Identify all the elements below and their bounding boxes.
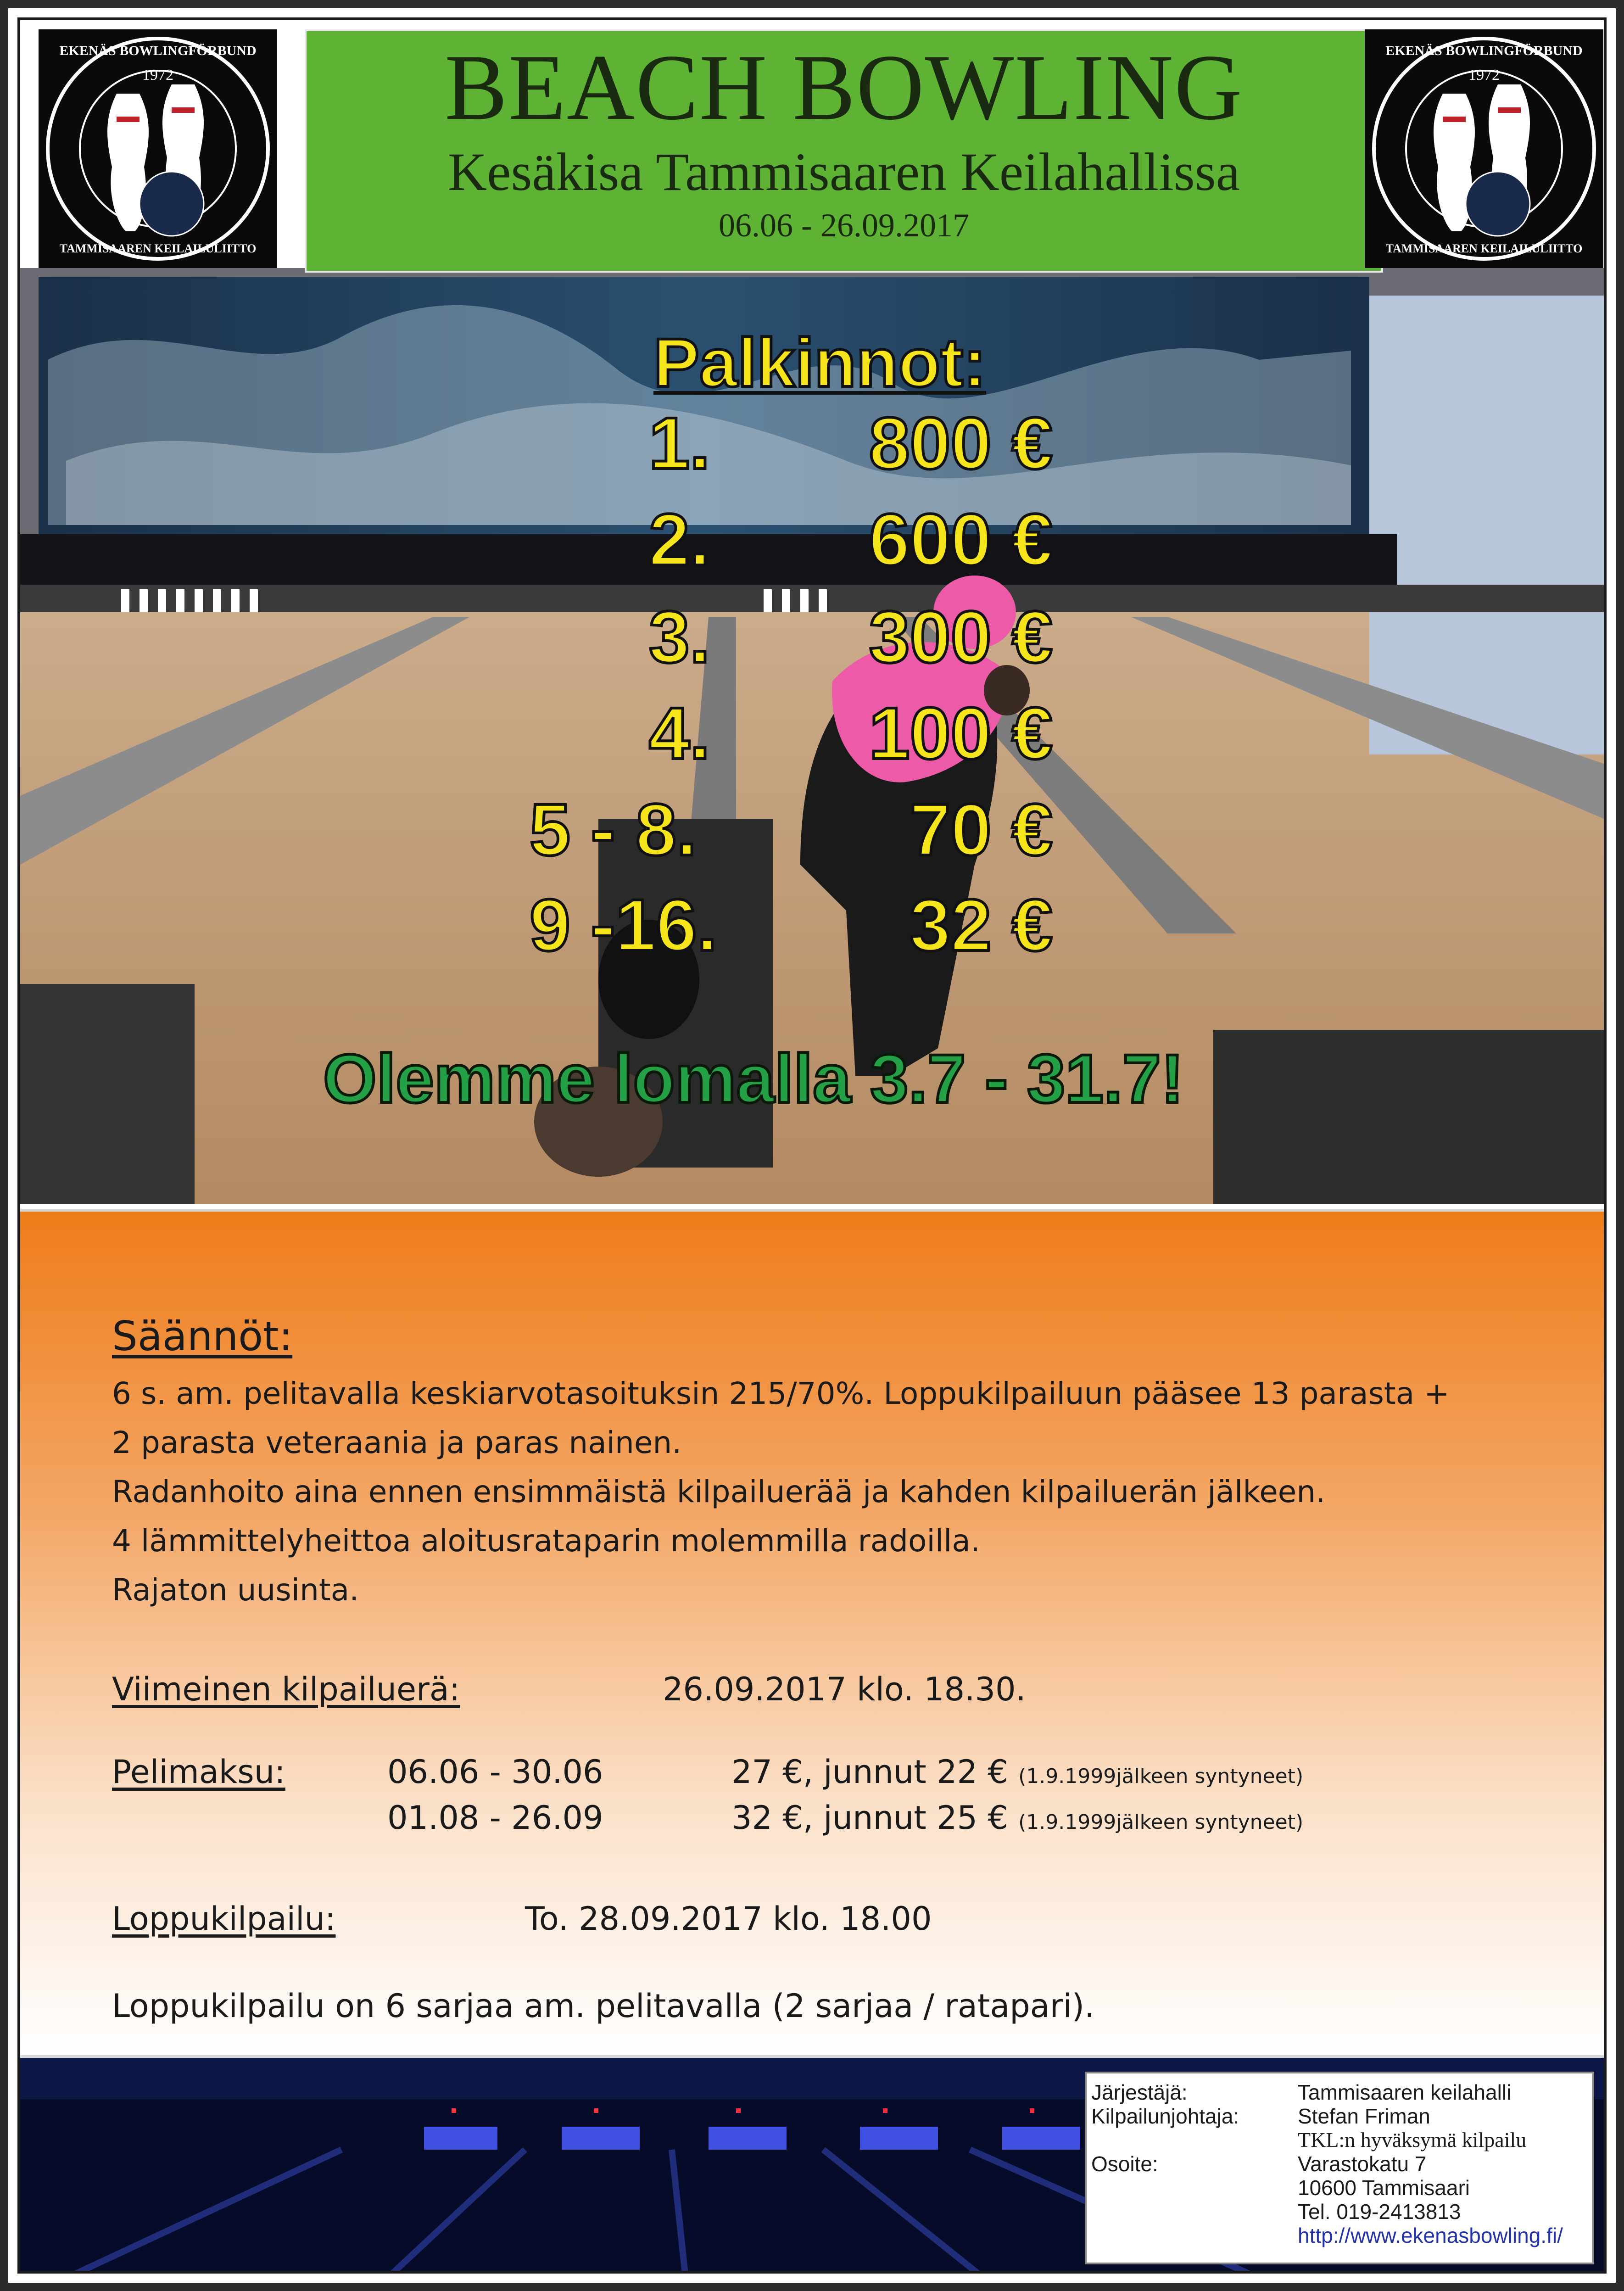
fee-price xyxy=(731,1799,1303,1837)
last-round-row xyxy=(112,1671,1026,1708)
prize-place: 1. xyxy=(649,402,710,484)
fee-period: 06.06 - 30.06 xyxy=(387,1753,603,1791)
final-row xyxy=(112,1900,932,1938)
organizer-label: Järjestäjä: xyxy=(1091,2080,1188,2104)
prize-amount: 32 € xyxy=(910,884,1053,966)
logo-top-text: EKENÄS BOWLINGFÖRBUND xyxy=(1385,43,1583,58)
prize-amount: 70 € xyxy=(910,788,1053,871)
header-banner xyxy=(305,29,1383,273)
rule-line: 2 parasta veteraania ja paras nainen. xyxy=(112,1425,682,1460)
contact-box xyxy=(1085,2072,1594,2264)
director-label: Kilpailunjohtaja: xyxy=(1091,2104,1239,2128)
address-label: Osoite: xyxy=(1091,2152,1158,2176)
club-logo-right xyxy=(1365,29,1603,268)
fee-price-text: 32 €, junnut 25 € xyxy=(731,1799,1008,1837)
website-link[interactable]: http://www.ekenasbowling.fi/ xyxy=(1298,2224,1563,2247)
logo-bottom-text: TAMMISAAREN KEILAILULIITTO xyxy=(59,242,257,255)
fee-note: (1.9.1999jälkeen syntyneet) xyxy=(1018,1765,1304,1788)
bowling-photo xyxy=(20,268,1604,1204)
fee-row xyxy=(112,1753,1304,1791)
club-logo-left xyxy=(39,29,277,268)
rules-text-block xyxy=(112,1313,1535,1615)
page-title: BEACH BOWLING xyxy=(445,35,1243,140)
holiday-notice: Olemme lomalla 3.7 - 31.7! xyxy=(323,1040,1184,1117)
prize-row xyxy=(502,595,1053,691)
fee-note: (1.9.1999jälkeen syntyneet) xyxy=(1018,1810,1304,1834)
city-value: 10600 Tammisaari xyxy=(1298,2176,1470,2200)
bowling-pins-logo-icon xyxy=(1365,29,1603,268)
fee-price-text: 27 €, junnut 22 € xyxy=(731,1753,1008,1791)
fee-price xyxy=(731,1753,1303,1791)
prize-row xyxy=(502,401,1053,497)
bowling-pins-logo-icon xyxy=(39,29,277,268)
approval-text: TKL:n hyväksymä kilpailu xyxy=(1298,2128,1527,2151)
street-value: Varastokatu 7 xyxy=(1298,2152,1427,2176)
prize-amount: 300 € xyxy=(869,596,1053,678)
final-value: To. 28.09.2017 klo. 18.00 xyxy=(525,1900,932,1938)
logo-top-text: EKENÄS BOWLINGFÖRBUND xyxy=(59,43,257,58)
director-value: Stefan Friman xyxy=(1298,2104,1430,2128)
organizer-value: Tammisaaren keilahalli xyxy=(1298,2080,1512,2104)
prize-row xyxy=(502,497,1053,594)
rules-section xyxy=(20,1209,1604,2058)
prize-row xyxy=(502,883,1053,979)
page-subtitle: Kesäkisa Tammisaaren Keilahallissa xyxy=(447,142,1240,202)
rule-line: Rajaton uusinta. xyxy=(112,1572,359,1608)
logo-year: 1972 xyxy=(1468,67,1500,84)
prize-place: 3. xyxy=(649,596,710,678)
logo-bottom-text: TAMMISAAREN KEILAILULIITTO xyxy=(1385,242,1583,255)
prize-amount: 100 € xyxy=(869,692,1053,774)
prize-amount: 600 € xyxy=(869,498,1053,581)
logo-year: 1972 xyxy=(142,67,173,84)
rule-line: Radanhoito aina ennen ensimmäistä kilpailuerää ja kahden kilpailuerän jälkeen. xyxy=(112,1474,1326,1509)
competition-dates: 06.06 - 26.09.2017 xyxy=(719,207,969,244)
poster-page xyxy=(8,8,1616,2283)
prize-place: 4. xyxy=(649,692,710,774)
prize-row xyxy=(502,691,1053,788)
rules-heading: Säännöt: xyxy=(112,1313,293,1360)
last-round-label: Viimeinen kilpailuerä: xyxy=(112,1671,460,1708)
rule-line: 6 s. am. pelitavalla keskiarvotasoituksin 215/70%. Loppukilpailuun pääsee 13 parasta + xyxy=(112,1376,1450,1411)
final-note: Loppukilpailu on 6 sarjaa am. pelitavalla (2 sarjaa / ratapari). xyxy=(112,1987,1095,2025)
final-label: Loppukilpailu: xyxy=(112,1900,336,1938)
prizes-section xyxy=(20,268,1604,1204)
last-round-value: 26.09.2017 klo. 18.30. xyxy=(663,1671,1026,1708)
prize-place: 2. xyxy=(649,498,710,581)
phone-value: Tel. 019-2413813 xyxy=(1298,2200,1461,2224)
prize-place: 9 -16. xyxy=(530,884,718,966)
fee-label: Pelimaksu: xyxy=(112,1753,285,1791)
prizes-title: Palkinnot: xyxy=(653,324,987,401)
poster-frame xyxy=(17,17,1607,2274)
prize-amount: 800 € xyxy=(869,402,1053,484)
fee-period: 01.08 - 26.09 xyxy=(387,1799,603,1837)
rule-line: 4 lämmittelyheittoa aloitusrataparin molemmilla radoilla. xyxy=(112,1523,980,1559)
prize-place: 5 - 8. xyxy=(530,788,697,871)
prize-row xyxy=(502,788,1053,884)
